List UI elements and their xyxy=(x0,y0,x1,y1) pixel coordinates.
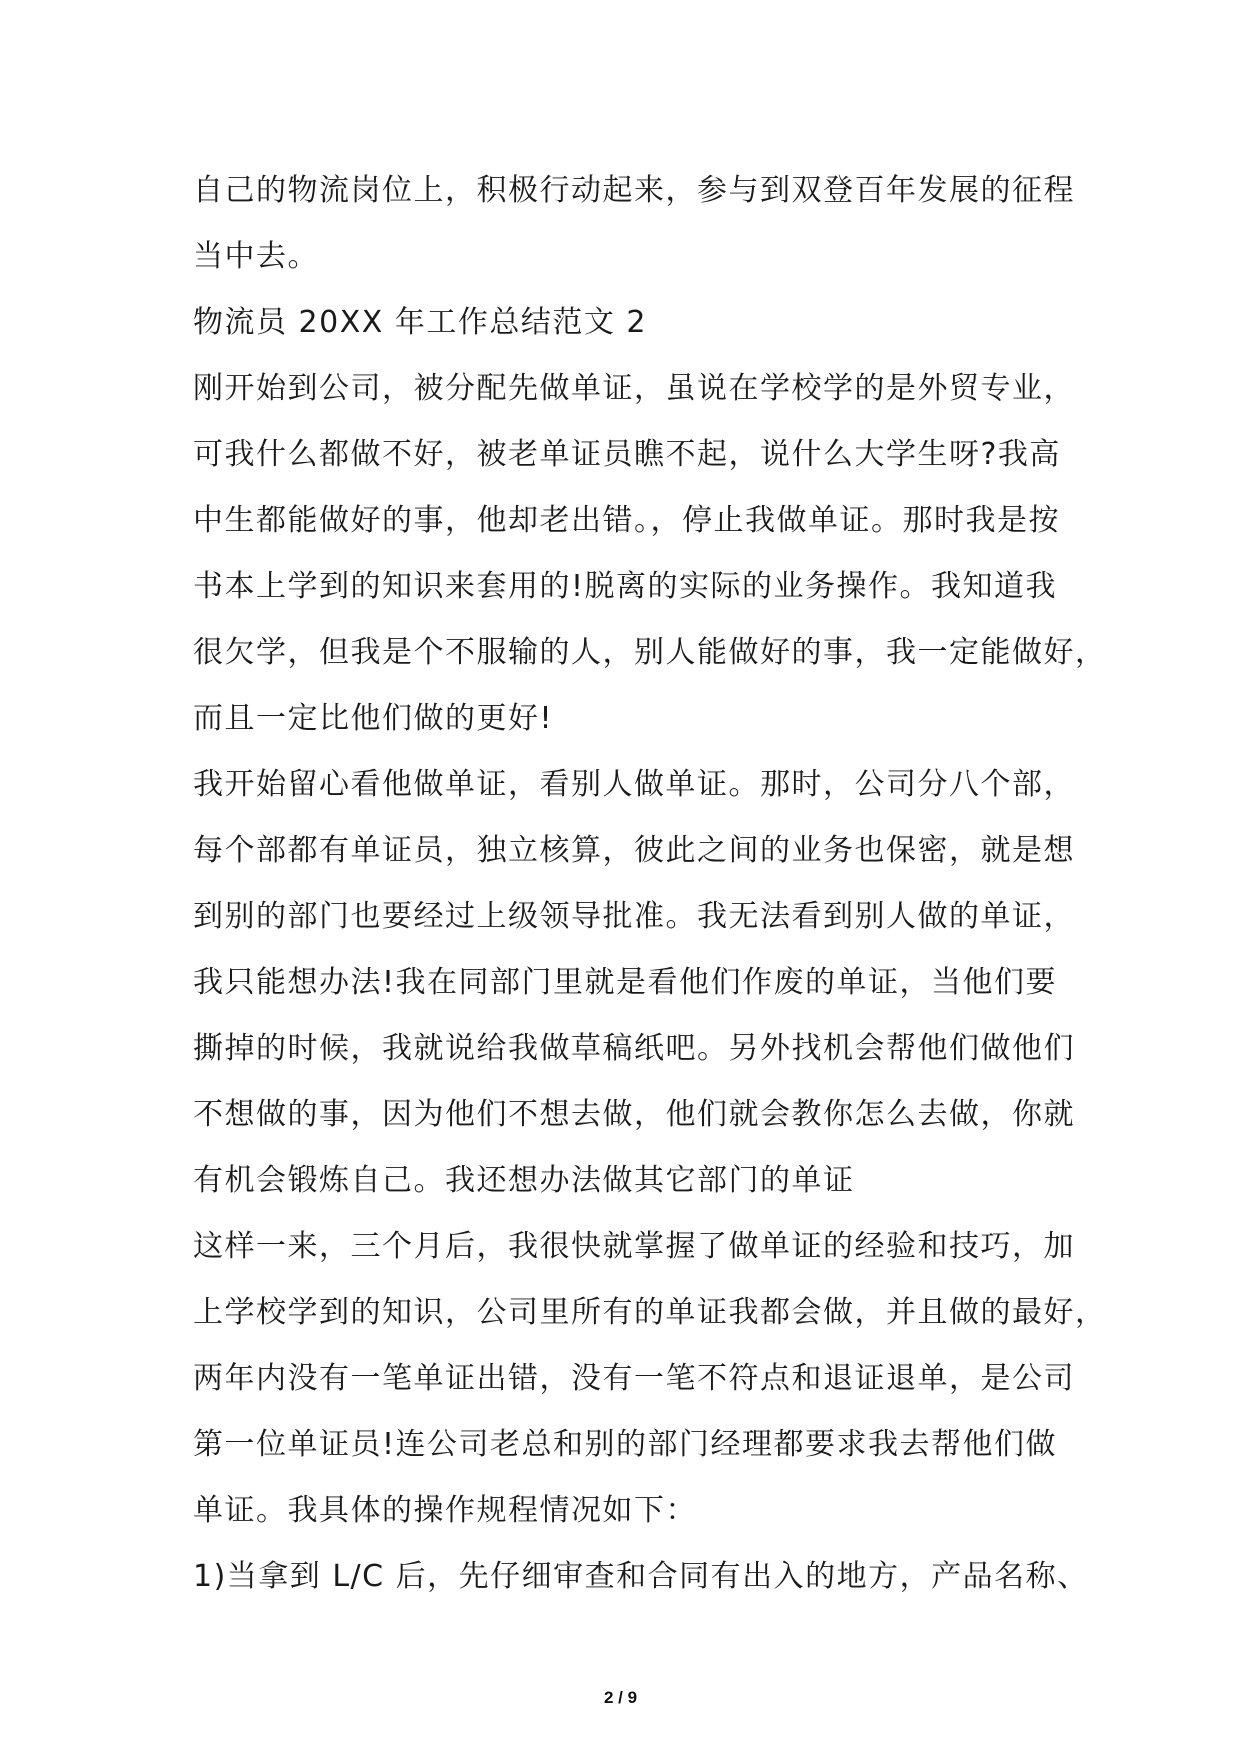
text-line: 而且一定比他们做的更好! xyxy=(193,701,554,736)
text-line: 不想做的事，因为他们不想去做，他们就会教你怎么去做，你就 xyxy=(193,1097,1075,1132)
document-body xyxy=(193,158,1107,1610)
text-line: 自己的物流岗位上，积极行动起来，参与到双登百年发展的征程 xyxy=(193,173,1075,208)
page-number: 2 / 9 xyxy=(603,1688,638,1707)
text-line: 单证。我具体的操作规程情况如下： xyxy=(193,1493,697,1528)
text-line: 每个部都有单证员，独立核算，彼此之间的业务也保密，就是想 xyxy=(193,833,1075,868)
text-line: 上学校学到的知识，公司里所有的单证我都会做，并且做的最好， xyxy=(193,1295,1107,1330)
text-line: 撕掉的时候，我就说给我做草稿纸吧。另外找机会帮他们做他们 xyxy=(193,1031,1075,1066)
text-line: 我开始留心看他做单证，看别人做单证。那时，公司分八个部， xyxy=(193,767,1075,802)
text-line: 我只能想办法!我在同部门里就是看他们作废的单证，当他们要 xyxy=(193,965,1058,1000)
text-line: 第一位单证员!连公司老总和别的部门经理都要求我去帮他们做 xyxy=(193,1427,1058,1462)
text-line: 这样一来，三个月后，我很快就掌握了做单证的经验和技巧，加 xyxy=(193,1229,1075,1264)
text-line: 有机会锻炼自己。我还想办法做其它部门的单证 xyxy=(193,1163,855,1198)
text-line: 中生都能做好的事，他却老出错。，停止我做单证。那时我是按 xyxy=(193,503,1060,538)
text-line: 可我什么都做不好，被老单证员瞧不起，说什么大学生呀?我高 xyxy=(193,437,1061,472)
text-line: 书本上学到的知识来套用的!脱离的实际的业务操作。我知道我 xyxy=(193,569,1058,604)
text-line: 1)当拿到 L/C 后，先仔细审查和合同有出入的地方，产品名称、 xyxy=(193,1559,1089,1594)
text-line: 当中去。 xyxy=(193,239,319,274)
text-line: 到别的部门也要经过上级领导批准。我无法看到别人做的单证， xyxy=(193,899,1075,934)
section-heading: 物流员 20XX 年工作总结范文 2 xyxy=(193,305,647,340)
text-line: 刚开始到公司，被分配先做单证，虽说在学校学的是外贸专业， xyxy=(193,371,1075,406)
text-line: 两年内没有一笔单证出错，没有一笔不符点和退证退单，是公司 xyxy=(193,1361,1075,1396)
text-line: 很欠学，但我是个不服输的人，别人能做好的事，我一定能做好， xyxy=(193,635,1107,670)
